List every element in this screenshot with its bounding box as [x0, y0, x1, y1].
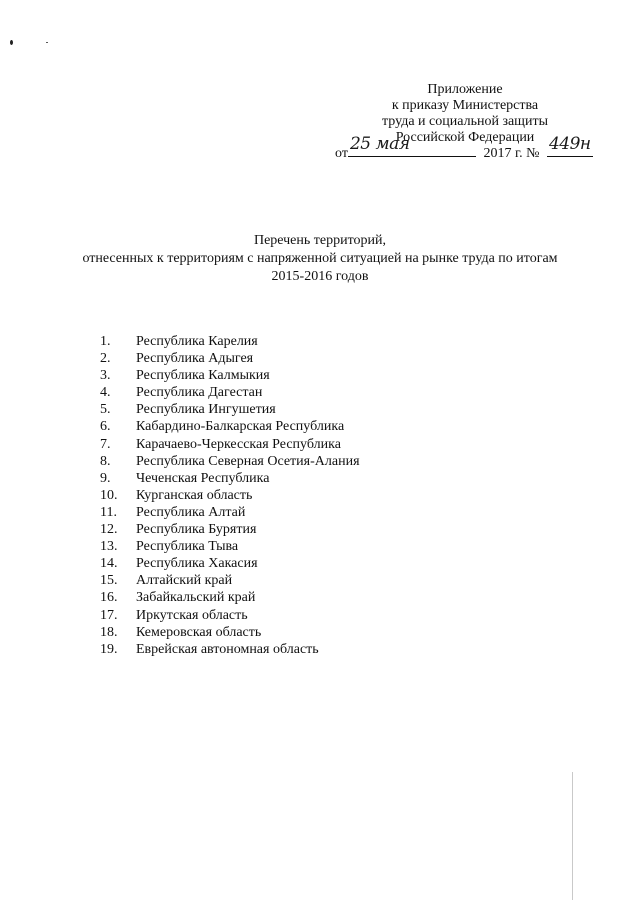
item-name: Кабардино-Балкарская Республика — [136, 419, 345, 435]
header-line: Приложение — [427, 82, 503, 97]
header-line: Российской Федерации — [395, 130, 535, 145]
order-number-field — [547, 134, 593, 157]
list-item — [100, 624, 360, 641]
list-item — [100, 333, 360, 350]
list-item — [100, 589, 360, 606]
scan-speck — [10, 40, 13, 45]
item-number: 19. — [100, 641, 118, 657]
item-name: Республика Адыгея — [136, 351, 254, 367]
item-number: 16. — [100, 590, 118, 606]
item-name: Курганская область — [136, 487, 253, 503]
item-number: 17. — [100, 607, 118, 623]
item-name: Республика Тыва — [136, 539, 239, 555]
item-number: 10. — [100, 487, 118, 503]
list-item — [100, 453, 360, 470]
item-name: Иркутская область — [136, 607, 248, 623]
item-number: 4. — [100, 385, 111, 401]
item-name: Республика Бурятия — [136, 522, 257, 538]
item-name: Чеченская Республика — [136, 470, 270, 486]
item-name: Алтайский край — [136, 573, 233, 589]
list-item — [100, 418, 360, 435]
list-item — [100, 555, 360, 572]
list-item — [100, 384, 360, 401]
list-item — [100, 641, 360, 658]
item-number: 6. — [100, 419, 111, 435]
scan-margin-line — [572, 772, 573, 900]
item-name: Республика Алтай — [136, 504, 246, 520]
item-number: 13. — [100, 539, 118, 555]
item-name: Кемеровская область — [136, 624, 262, 640]
item-name: Республика Дагестан — [136, 385, 263, 401]
item-number: 15. — [100, 573, 118, 589]
list-item — [100, 436, 360, 453]
item-name: Еврейская автономная область — [136, 641, 319, 657]
item-name: Забайкальский край — [136, 590, 256, 606]
list-item — [100, 607, 360, 624]
item-number: 14. — [100, 556, 118, 572]
item-number: 3. — [100, 368, 111, 384]
date-prefix: от — [335, 146, 348, 161]
date-field — [348, 134, 476, 157]
list-item — [100, 504, 360, 521]
header-line: труда и социальной защиты — [382, 114, 548, 129]
header-line: к приказу Министерства — [391, 98, 539, 113]
list-item — [100, 538, 360, 555]
list-item — [100, 350, 360, 367]
list-item — [100, 487, 360, 504]
list-item — [100, 367, 360, 384]
handwritten-date: 25 мая — [349, 134, 410, 154]
list-item — [100, 521, 360, 538]
item-name: Республика Карелия — [136, 334, 258, 349]
list-item — [100, 470, 360, 487]
year-and-number-label: 2017 г. № — [483, 146, 540, 161]
item-name: Республика Хакасия — [136, 556, 258, 572]
item-name: Республика Северная Осетия-Алания — [136, 453, 360, 469]
item-number: 1. — [100, 334, 111, 349]
list-item — [100, 572, 360, 589]
item-name: Республика Калмыкия — [136, 368, 270, 384]
item-name: Карачаево-Черкесская Республика — [136, 436, 341, 452]
item-number: 5. — [100, 402, 111, 418]
item-name: Республика Ингушетия — [136, 402, 276, 418]
title-line: Перечень территорий, — [253, 233, 387, 248]
list-item — [100, 401, 360, 418]
territory-list — [100, 333, 360, 658]
item-number: 11. — [100, 504, 117, 520]
item-number: 18. — [100, 624, 118, 640]
item-number: 7. — [100, 436, 111, 452]
title-line: отнесенных к территориям с напряженной ситуацией на рынке труда по итогам — [82, 251, 558, 266]
title-line: 2015-2016 годов — [271, 269, 369, 284]
scan-speck — [46, 42, 48, 43]
handwritten-order-number: 449н — [548, 134, 591, 154]
document-title — [20, 232, 620, 286]
item-number: 9. — [100, 470, 111, 486]
item-number: 12. — [100, 522, 118, 538]
item-number: 8. — [100, 453, 111, 469]
item-number: 2. — [100, 351, 111, 367]
